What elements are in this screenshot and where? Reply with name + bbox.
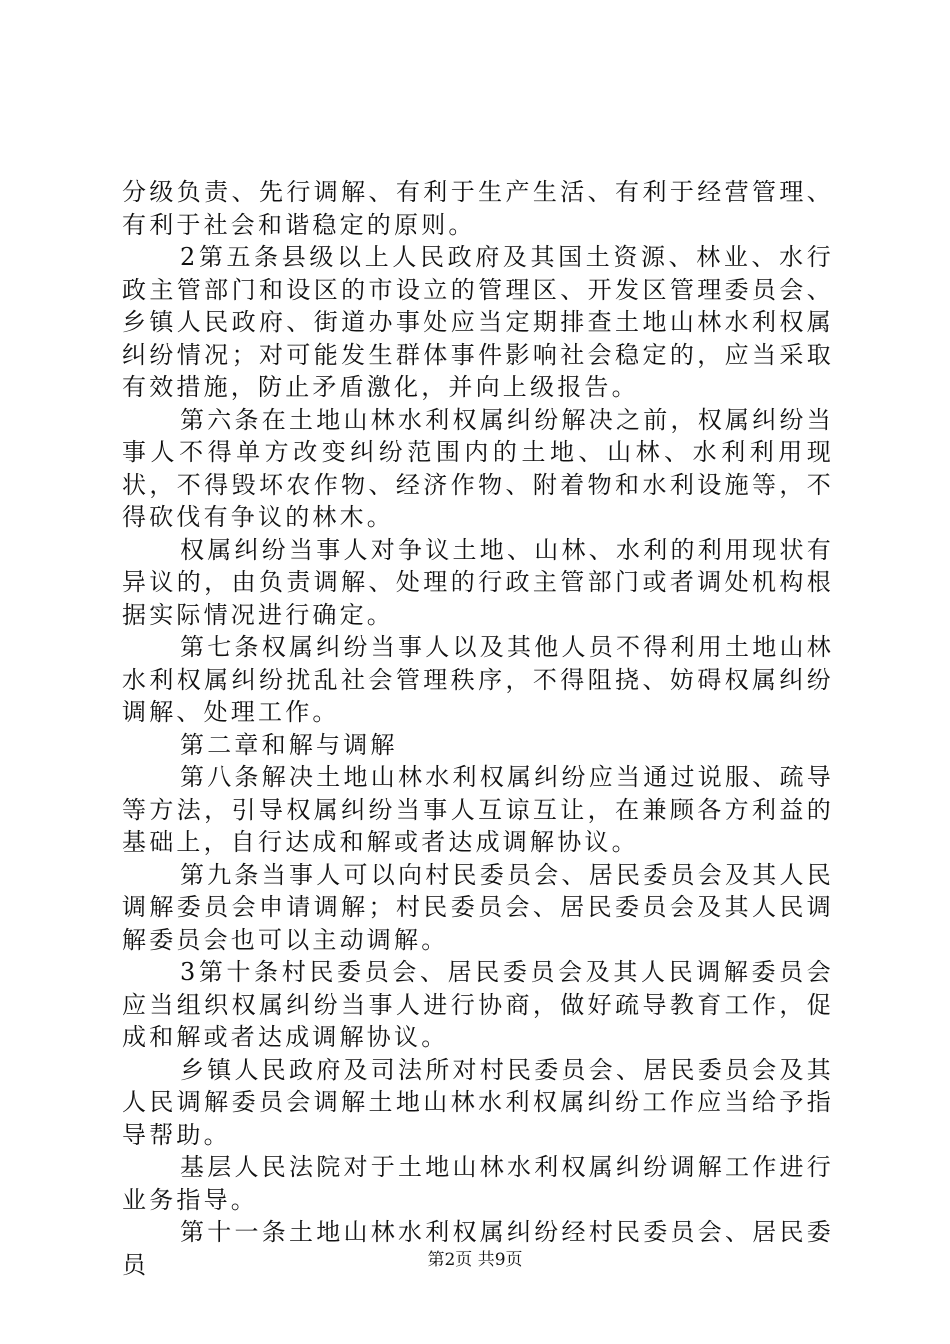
paragraph-11: 基层人民法院对于土地山林水利权属纠纷调解工作进行业务指导。 <box>122 1153 834 1214</box>
page-number: 第2页 共9页 <box>427 1250 523 1270</box>
paragraph-2: 2第五条县级以上人民政府及其国土资源、林业、水行政主管部门和设区的市设立的管理区、开发区管理委员会、乡镇人民政府、街道办事处应当定期排查土地山林水利权属纠纷情况；对可能发生群体事件影响社会稳定的，应当采取有效措施，防止矛盾激化，并向上级报告。 <box>122 243 834 401</box>
paragraph-3: 第六条在土地山林水利权属纠纷解决之前，权属纠纷当事人不得单方改变纠纷范围内的土地、山林、水利利用现状，不得毁坏农作物、经济作物、附着物和水利设施等，不得砍伐有争议的林木。 <box>122 405 834 531</box>
document-body <box>122 176 834 1281</box>
paragraph-1: 分级负责、先行调解、有利于生产生活、有利于经营管理、有利于社会和谐稳定的原则。 <box>122 178 834 239</box>
paragraph-7: 第八条解决土地山林水利权属纠纷应当通过说服、疏导等方法，引导权属纠纷当事人互谅互让，在兼顾各方利益的基础上，自行达成和解或者达成调解协议。 <box>122 763 834 856</box>
paragraph-12: 第十一条土地山林水利权属纠纷经村民委员会、居民委员 <box>122 1218 834 1279</box>
paragraph-5: 第七条权属纠纷当事人以及其他人员不得利用土地山林水利权属纠纷扰乱社会管理秩序，不得阻挠、妨碍权属纠纷调解、处理工作。 <box>122 633 834 726</box>
paragraph-8: 第九条当事人可以向村民委员会、居民委员会及其人民调解委员会申请调解；村民委员会、居民委员会及其人民调解委员会也可以主动调解。 <box>122 860 834 954</box>
paragraph-4: 权属纠纷当事人对争议土地、山林、水利的利用现状有异议的，由负责调解、处理的行政主管部门或者调处机构根据实际情况进行确定。 <box>122 535 834 629</box>
paragraph-9: 3第十条村民委员会、居民委员会及其人民调解委员会应当组织权属纠纷当事人进行协商，做好疏导教育工作，促成和解或者达成调解协议。 <box>122 958 834 1051</box>
paragraph-10: 乡镇人民政府及司法所对村民委员会、居民委员会及其人民调解委员会调解土地山林水利权属纠纷工作应当给予指导帮助。 <box>122 1055 834 1149</box>
chapter-heading: 第二章和解与调解 <box>180 730 398 759</box>
